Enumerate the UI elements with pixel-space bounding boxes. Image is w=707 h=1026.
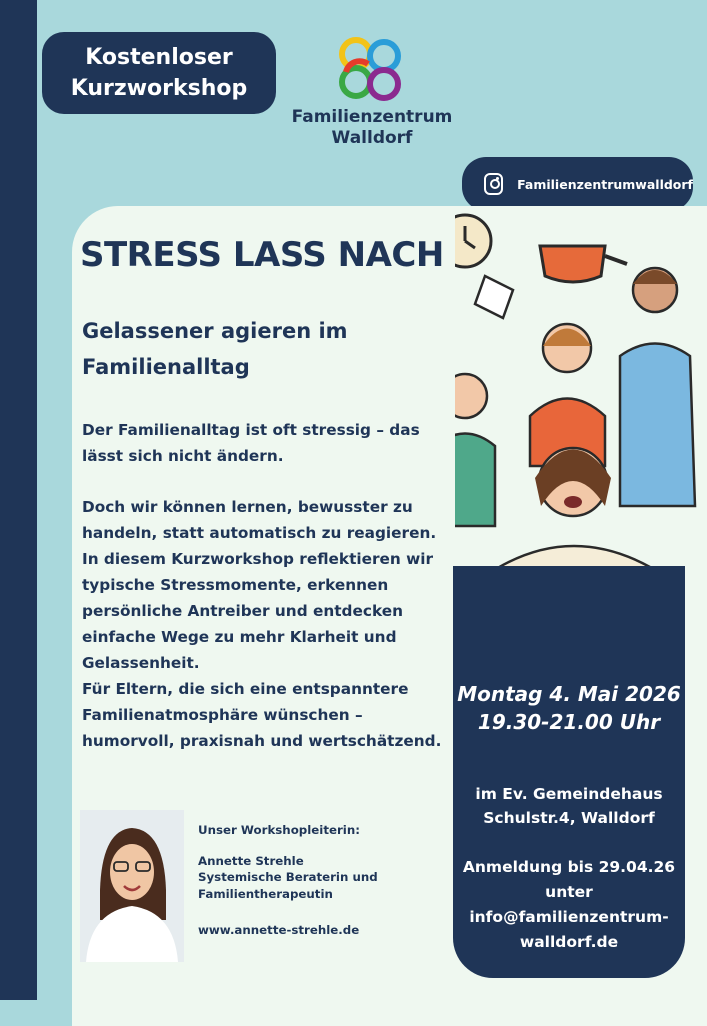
description-paragraph [82,494,447,676]
subheadline-line-2: Familienalltag [82,355,250,379]
left-accent-bar [0,0,37,1000]
body-line: persönliche Antreiber und entdecken [82,602,403,620]
location-line: Schulstr.4, Walldorf [483,809,655,827]
body-line: einfache Wege zu mehr Klarheit und [82,628,397,646]
badge-line-2: Kurzworkshop [70,76,248,101]
clock-icon [455,215,491,267]
logo-text [287,107,457,149]
interlocking-rings-logo-icon [332,34,412,108]
pot-icon [540,246,605,282]
body-line: Für Eltern, die sich eine entspanntere [82,680,409,698]
event-datetime [453,680,685,736]
headline: STRESS LASS NACH [80,235,444,275]
body-line: typische Stressmomente, erkennen [82,576,389,594]
leader-heading: Unser Workshopleiterin: [198,823,360,837]
intro-paragraph [82,417,447,469]
body-line: Familienatmosphäre wünschen – [82,706,363,724]
subheadline [82,313,422,385]
registration-info [453,855,685,955]
event-location [453,782,685,830]
body-line: Der Familienalltag ist oft stressig – das [82,421,420,439]
family-center-logo [287,34,457,154]
leader-website-link[interactable]: www.annette-strehle.de [198,923,360,937]
body-line: humorvoll, praxisnah und wertschätzend. [82,732,442,750]
leader-role-line-2: Familientherapeutin [198,887,333,901]
event-date: Montag 4. Mai 2026 [457,682,681,706]
leader-photo [80,810,184,962]
audience-paragraph [82,676,447,754]
stressed-family-illustration [455,206,707,576]
leader-name: Annette Strehle [198,854,304,868]
body-line: handeln, statt automatisch zu reagieren. [82,524,437,542]
registration-email[interactable] [453,905,685,955]
logo-line-1: Familienzentrum [291,107,453,127]
email-line: walldorf.de [519,933,619,951]
registration-line: unter [545,883,593,901]
email-line: info@familienzentrum- [469,908,669,926]
subheadline-line-1: Gelassener agieren im [82,319,348,343]
body-line: Gelassenheit. [82,654,200,672]
body-line: In diesem Kurzworkshop reflektieren wir [82,550,434,568]
body-line: lässt sich nicht ändern. [82,447,284,465]
badge-line-1: Kostenloser [85,45,233,70]
instagram-icon [484,173,503,195]
registration-line: Anmeldung bis 29.04.26 [462,858,676,876]
instagram-handle-pill[interactable] [462,157,693,211]
free-workshop-badge [42,32,276,114]
body-line: Doch wir können lernen, bewusster zu [82,498,413,516]
logo-line-2: Walldorf [331,128,413,148]
location-line: im Ev. Gemeindehaus [475,785,663,803]
event-time: 19.30-21.00 Uhr [477,710,661,734]
leader-role-line-1: Systemische Beraterin und [198,870,378,884]
instagram-handle: Familienzentrumwalldorf [517,176,693,192]
